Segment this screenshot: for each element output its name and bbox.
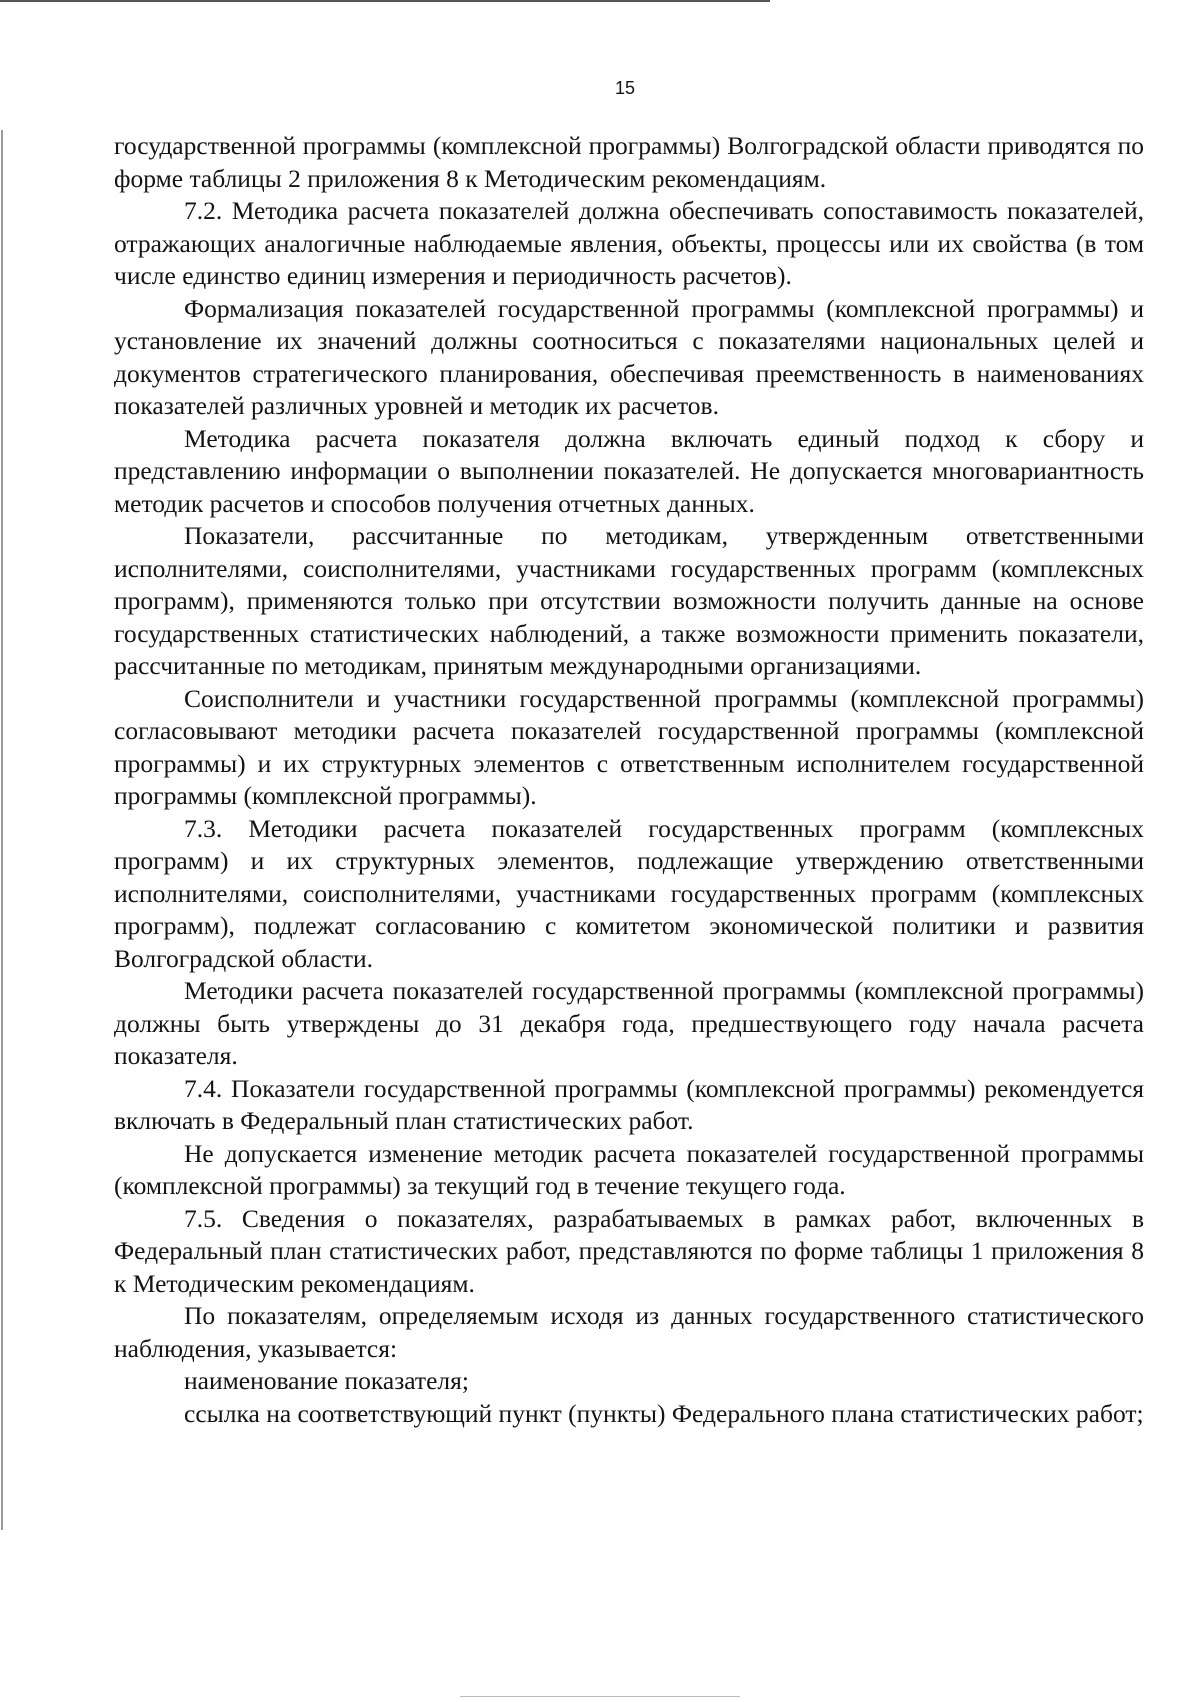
paragraph: Соисполнители и участники государственной программы (комплексной программы) согласовывают методики расчета показателей государственной программы (комплексной программы) и их структурных элементов с ответственным исполнителем государственной программы (комплексной программы).	[114, 683, 1144, 810]
scan-border-top	[0, 0, 770, 2]
paragraph: государственной программы (комплексной программы) Волгоградской области приводятся по форме таблицы 2 приложения 8 к Методическим рекомендациям.	[114, 131, 1144, 193]
document-body	[114, 130, 1144, 1430]
paragraph: 7.2. Методика расчета показателей должна обеспечивать сопоставимость показателей, отражающих аналогичные наблюдаемые явления, объекты, процессы или их свойства (в том числе единство единиц измерения и периодичность расчетов).	[114, 196, 1144, 290]
paragraph: наименование показателя;	[184, 1366, 469, 1395]
scan-border-left	[1, 130, 3, 1530]
paragraph: 7.5. Сведения о показателях, разрабатываемых в рамках работ, включенных в Федеральный план статистических работ, представляются по форме таблицы 1 приложения 8 к Методическим рекомендациям.	[114, 1203, 1144, 1298]
paragraph: 7.4. Показатели государственной программы (комплексной программы) рекомендуется включать в Федеральный план статистических работ.	[114, 1073, 1144, 1135]
paragraph: По показателям, определяемым исходя из данных государственного статистического наблюдения, указывается:	[114, 1301, 1144, 1363]
paragraph: ссылка на соответствующий пункт (пункты) Федерального плана статистических работ;	[184, 1398, 1144, 1428]
paragraph: 7.3. Методики расчета показателей государственных программ (комплексных программ) и их структурных элементов, подлежащие утверждению ответственными исполнителями, соисполнителями, участниками государственных программ (комплексных программ), подлежат согласованию с комитетом экономической политики и развития Волгоградской области.	[114, 813, 1144, 973]
scan-border-bottom	[460, 1696, 740, 1697]
paragraph: Методика расчета показателя должна включать единый подход к сбору и представлению информации о выполнении показателей. Не допускается многовариантность методик расчетов и способов получения отчетных данных.	[114, 423, 1144, 518]
paragraph: Не допускается изменение методик расчета показателей государственной программы (комплексной программы) за текущий год в течение текущего года.	[114, 1138, 1144, 1200]
paragraph: Показатели, рассчитанные по методикам, утвержденным ответственными исполнителями, соисполнителями, участниками государственных программ (комплексных программ), применяются только при отсутствии возможности получить данные на основе государственных статистических наблюдений, а также возможности применить показатели, рассчитанные по методикам, принятым международными организациями.	[114, 521, 1144, 680]
page-number: 15	[614, 78, 636, 98]
paragraph: Формализация показателей государственной программы (комплексной программы) и установление их значений должны соотноситься с показателями национальных целей и документов стратегического планирования, обеспечивая преемственность в наименованиях показателей различных уровней и методик их расчетов.	[114, 293, 1144, 420]
paragraph: Методики расчета показателей государственной программы (комплексной программы) должны быть утверждены до 31 декабря года, предшествующего году начала расчета показателя.	[114, 976, 1144, 1070]
